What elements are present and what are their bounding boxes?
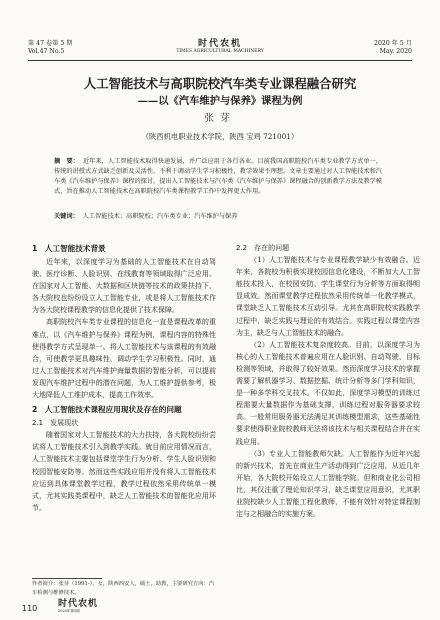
journal-name-cn: 时代农机 <box>197 39 242 49</box>
section-2-2-item-3: （3）专业人工智能教师欠缺。人工智能作为近年兴起的新兴技术，首先在商业生产活动得到广泛应用，从近几年开始，各大院校开始设立人工智能学院。但和商业化公司相比，其仅注重了理论知识学习，缺乏课堂应用意识，尤其职业院校缺少人工智能工程化教师，不能有效针对特定课程制定与之相融合的实施方案。 <box>236 449 420 519</box>
article-author: 张芽 <box>204 113 236 124</box>
section-2-2-item-2: （2）人工智能技术复杂度较高。目前，以深度学习为核心的人工智能技术普遍应用在人脸识别、自动驾驶、目标检测等领域，并取得了较好效果。然而深度学习技术的掌握需要了解机器学习、数据挖掘、统计分析等多门学科知识，是一种多学科交叉技术。不仅如此，深度学习模型的训练过程需要大量数据作为基础支撑，训练过程对服务器要求较高。一般常用服务器无法满足其训练模型需求，这些基础性要求使得职业院校教师无法将该技术与相关课程结合并在实践应用。 <box>236 340 420 446</box>
keywords-text: 人工智能技术；高职院校；汽车类专业；汽车维护与保养 <box>82 213 238 220</box>
column-left <box>32 242 216 514</box>
column-right <box>236 242 420 520</box>
header-rule <box>28 60 412 61</box>
abstract <box>54 157 382 197</box>
author-affiliation: （陕西机电职业技术学院，陕西 宝鸡 721001） <box>141 132 299 141</box>
date-cn: 2020 年 5 月 <box>374 40 412 47</box>
author-footnote: 作者简介：张芽（1991-），女，陕西西安人，硕士，助教，主要研究方向：汽车检测与维修技术。 <box>32 581 215 596</box>
section-2-1-paragraph-1: 随着国家对人工智能技术的大力扶持，各大院校纷纷尝试将人工智能技术引入到教学实践。就目前应用情况而言，人工智能技术主要包括课堂学生行为分析、学生人脸识别和校园智能安防等。然而这些实践应用并没有将人工智能技术应运到具体课堂教学过程，教学过程依然采用传统单一模式，尤其实践类课程中，缺乏人工智能技术的智能化应用环节。 <box>32 431 216 512</box>
section-2-2-item-1: （1）人工智能技术与专业课程教学缺少有效融合。近年来，各院校为积极实现校园信息化建设，不断加大人工智能技术投入，在校园安防、学生课堂行为分析等方面取得明显成效。然而课堂教学过程依然采用传统单一化教学模式，课堂缺乏人工智能技术互动引导。尤其在高职院校实践教学过程中，缺乏实践与理论的有效结合。实践过程以课堂内容为主，缺乏与人工智能技术的融合。 <box>236 256 420 337</box>
logo-subtext: 2020年第5期 <box>58 609 80 613</box>
section-2-2-heading: 2.2 存在的问题 <box>236 244 290 252</box>
journal-name-en: TIMES AGRICULTURAL MACHINERY <box>176 49 264 54</box>
issue-cn: 第 47 卷第 5 期 <box>28 40 73 47</box>
section-1-paragraph-1: 近年来，以深度学习为基础的人工智能技术在自动驾驶、医疗诊断、人脸识别、在线教育等领域取得广泛应用。在国家对人工智能、大数据和区块链等技术的政策扶持下，各大院校也纷纷设立人工智能专业，或是将人工智能技术作为各大院校课程教学的信息化提供了技术保障。 <box>32 258 216 315</box>
keywords <box>54 212 382 222</box>
date-info <box>374 40 412 56</box>
section-2-1-heading: 2.1 发展现状 <box>32 419 79 428</box>
abstract-text: 近年来，人工智能技术取得快速发展，并广泛应用于各行各业。目前我国高职院校汽车类专业教学方式单一，传统的讲授式方式缺乏创新及灵活性，不利于调动学生学习积极性，教学效果不理想。文章主要通过对人工智能技术和汽车类《汽车维护与保养》课程的探讨，提出人工智能技术与汽车类《汽车维护与保养》课程融合的创新教学方法及教学模式，旨在推动人工智能技术在高职院校汽车类课程教学工作中发挥更大作用。 <box>54 158 383 195</box>
section-2-heading: 2 人工智能技术课程应用现状及存在的问题 <box>32 405 182 415</box>
date-en: May. 2020 <box>379 48 412 55</box>
journal-title <box>28 39 412 55</box>
keywords-label: 关键词： <box>54 213 79 220</box>
running-header <box>28 40 412 60</box>
page-number: 110 <box>22 604 38 613</box>
issue-en: Vol.47 No.5 <box>28 48 65 55</box>
article-subtitle: ——以《汽车维护与保养》课程为例 <box>137 95 303 107</box>
abstract-label: 摘 要： <box>54 158 79 165</box>
logo-text: 时代农机 <box>58 599 99 609</box>
section-1-paragraph-2: 高职院校汽车类专业课程的信息化一直是课程改革的重难点，以《汽车维护与保养》课程为例，课程内容的特殊性使得教学方式呈现单一。将人工智能技术与该课程的有效融合，可使教学更具趣味性，调动学生学习积极性。同时，通过人工智能技术对汽车维护海量数据的智能分析，可以提前发现汽车维护过程中的潜在问题，为人工维护提供参考，极大地降低人工维护成本，提高工作效率。 <box>32 318 216 400</box>
footnote-rule <box>32 578 102 579</box>
section-1-heading: 1 人工智能技术背景 <box>32 244 106 253</box>
journal-logo <box>58 599 98 615</box>
article-title: 人工智能技术与高职院校汽车类专业课程融合研究 <box>83 76 357 91</box>
